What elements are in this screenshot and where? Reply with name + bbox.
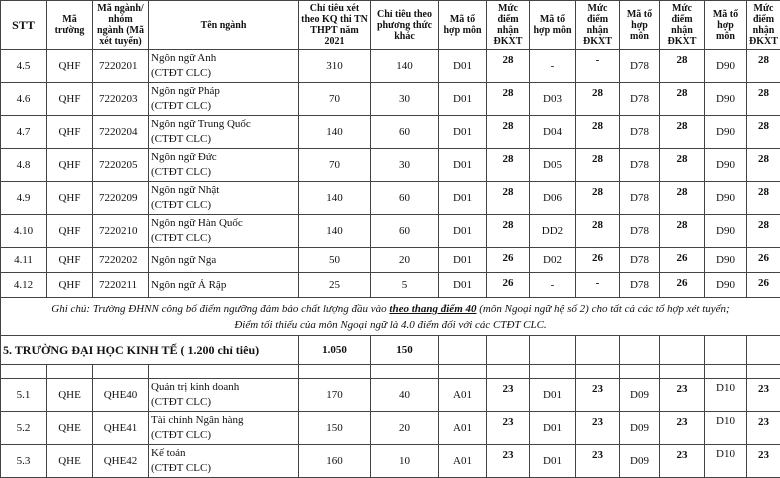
- cell-diem-3: 28: [660, 182, 705, 215]
- cell-chi-tieu-kq: 50: [299, 248, 371, 273]
- cell-diem-4: 28: [747, 116, 780, 149]
- cell-to-hop-4: D10: [705, 379, 747, 412]
- header-muc-diem-4: Mức điểm nhận ĐKXT: [747, 1, 780, 50]
- cell-to-hop-2: D02: [530, 248, 576, 273]
- cell-chi-tieu-kq: 310: [299, 50, 371, 83]
- cell-to-hop-3: D09: [620, 379, 660, 412]
- ten-nganh-line2: (CTĐT CLC): [151, 396, 211, 408]
- cell-diem-2: -: [576, 273, 620, 298]
- cell-to-hop-2: -: [530, 273, 576, 298]
- cell-diem-1: 28: [487, 215, 530, 248]
- header-muc-diem-3: Mức điểm nhận ĐKXT: [660, 1, 705, 50]
- cell-stt: 4.11: [1, 248, 47, 273]
- table-row: [1, 215, 780, 248]
- table-row: [1, 445, 780, 478]
- cell-ma-truong: QHF: [47, 182, 93, 215]
- ten-nganh-line1: Ngôn ngữ Nhật: [151, 184, 220, 196]
- cell-diem-1: 23: [487, 379, 530, 412]
- note-row: [1, 298, 780, 336]
- cell-chi-tieu-kq: 140: [299, 116, 371, 149]
- cell-ma-nganh: 7220201: [93, 50, 149, 83]
- table-row: [1, 273, 780, 298]
- cell-to-hop-1: D01: [439, 248, 487, 273]
- cell-chi-tieu-kq: 70: [299, 83, 371, 116]
- cell-to-hop-3: D09: [620, 412, 660, 445]
- cell-diem-3: 28: [660, 215, 705, 248]
- cell-to-hop-2: D03: [530, 83, 576, 116]
- header-ma-truong: Mã trường: [47, 1, 93, 50]
- cell-diem-1: 28: [487, 50, 530, 83]
- cell-to-hop-3: D78: [620, 83, 660, 116]
- cell-diem-2: 23: [576, 412, 620, 445]
- header-muc-diem-2: Mức điểm nhận ĐKXT: [576, 1, 620, 50]
- spacer-row: [1, 365, 780, 379]
- cell-chi-tieu-kq: 160: [299, 445, 371, 478]
- cell-chi-tieu-kq: 70: [299, 149, 371, 182]
- ten-nganh-line1: Ngôn ngữ Hàn Quốc: [151, 217, 243, 229]
- cell-diem-2: 26: [576, 248, 620, 273]
- cell-ma-truong: QHF: [47, 50, 93, 83]
- cell-diem-4: 26: [747, 273, 780, 298]
- cell-ma-truong: QHF: [47, 215, 93, 248]
- cell-to-hop-1: D01: [439, 273, 487, 298]
- cell-diem-3: 26: [660, 248, 705, 273]
- cell-to-hop-4: D10: [705, 412, 747, 445]
- cell-diem-3: 28: [660, 116, 705, 149]
- header-ma-to-hop-1: Mã tổ hợp môn: [439, 1, 487, 50]
- cell-chi-tieu-kq: 140: [299, 215, 371, 248]
- cell-to-hop-2: DD2: [530, 215, 576, 248]
- cell-to-hop-3: D09: [620, 445, 660, 478]
- ten-nganh-line2: (CTĐT CLC): [151, 100, 211, 112]
- cell-diem-1: 23: [487, 412, 530, 445]
- header-ma-to-hop-2: Mã tổ hợp môn: [530, 1, 576, 50]
- cell-ma-nganh: 7220203: [93, 83, 149, 116]
- cell-ma-truong: QHF: [47, 248, 93, 273]
- cell-ma-nganh: QHE42: [93, 445, 149, 478]
- cell-diem-3: 23: [660, 445, 705, 478]
- table-row: [1, 182, 780, 215]
- cell-to-hop-2: D05: [530, 149, 576, 182]
- cell-ten-nganh: [149, 149, 299, 182]
- ten-nganh-line1: Tài chính Ngân hàng: [151, 414, 244, 426]
- header-ma-nganh: Mã ngành/ nhóm ngành (Mã xét tuyển): [93, 1, 149, 50]
- cell-ma-truong: QHF: [47, 83, 93, 116]
- cell-chi-tieu-khac: 5: [371, 273, 439, 298]
- cell-to-hop-3: D78: [620, 116, 660, 149]
- cell-diem-1: 28: [487, 116, 530, 149]
- note-line1-pre: Ghi chú: Trường ĐHNN công bố điểm ngưỡng đảm bảo chất lượng đầu vào: [51, 302, 390, 315]
- cell-ma-nganh: 7220204: [93, 116, 149, 149]
- cell-ten-nganh: [149, 83, 299, 116]
- cell-to-hop-4: D10: [705, 445, 747, 478]
- cell-diem-4: 28: [747, 83, 780, 116]
- note-line1-post: (môn Ngoại ngữ hệ số 2) cho tất cả các tổ hợp xét tuyển;: [476, 302, 730, 315]
- cell-ten-nganh: [149, 379, 299, 412]
- header-row: [1, 1, 780, 50]
- cell-chi-tieu-khac: 30: [371, 149, 439, 182]
- cell-diem-4: 28: [747, 50, 780, 83]
- section-5-ct1: 1.050: [299, 336, 371, 365]
- section-5-ct2: 150: [371, 336, 439, 365]
- cell-diem-1: 28: [487, 149, 530, 182]
- cell-to-hop-2: D06: [530, 182, 576, 215]
- cell-ma-truong: QHF: [47, 273, 93, 298]
- cell-chi-tieu-khac: 10: [371, 445, 439, 478]
- ten-nganh-line1: Ngôn ngữ Đức: [151, 151, 217, 163]
- cell-diem-4: 28: [747, 182, 780, 215]
- ten-nganh-line1: Ngôn ngữ Ả Rập: [151, 278, 227, 291]
- cell-to-hop-1: A01: [439, 412, 487, 445]
- cell-stt: 4.6: [1, 83, 47, 116]
- header-ten-nganh: Tên ngành: [149, 1, 299, 50]
- cell-to-hop-1: D01: [439, 83, 487, 116]
- cell-chi-tieu-khac: 140: [371, 50, 439, 83]
- cell-stt: 4.9: [1, 182, 47, 215]
- cell-chi-tieu-khac: 30: [371, 83, 439, 116]
- cell-diem-1: 28: [487, 83, 530, 116]
- cell-ten-nganh: [149, 445, 299, 478]
- cell-to-hop-2: D01: [530, 379, 576, 412]
- ten-nganh-line1: Ngôn ngữ Anh: [151, 52, 217, 64]
- ten-nganh-line2: (CTĐT CLC): [151, 67, 211, 79]
- cell-ten-nganh: [149, 273, 299, 298]
- cell-to-hop-3: D78: [620, 215, 660, 248]
- header-chi-tieu-kq: Chỉ tiêu xét theo KQ thi TN THPT năm 2021: [299, 1, 371, 50]
- table-row: [1, 50, 780, 83]
- cell-to-hop-4: D90: [705, 116, 747, 149]
- ten-nganh-line2: (CTĐT CLC): [151, 462, 211, 474]
- cell-to-hop-3: D78: [620, 273, 660, 298]
- cell-ten-nganh: [149, 116, 299, 149]
- header-chi-tieu-khac: Chỉ tiêu theo phương thức khác: [371, 1, 439, 50]
- note-cell: [1, 298, 780, 336]
- cell-chi-tieu-khac: 60: [371, 116, 439, 149]
- cell-to-hop-1: D01: [439, 182, 487, 215]
- qhe-rows: [1, 379, 780, 478]
- cell-diem-2: 23: [576, 379, 620, 412]
- section-5-title: 5. TRƯỜNG ĐẠI HỌC KINH TẾ ( 1.200 chỉ tiêu): [1, 336, 299, 365]
- cell-to-hop-4: D90: [705, 149, 747, 182]
- cell-ma-truong: QHE: [47, 379, 93, 412]
- ten-nganh-line2: (CTĐT CLC): [151, 429, 211, 441]
- note-line2: Điểm tối thiểu của môn Ngoại ngữ là 4.0 điểm đối với các CTĐT CLC.: [234, 318, 547, 331]
- cell-diem-3: 26: [660, 273, 705, 298]
- cell-diem-4: 28: [747, 215, 780, 248]
- cell-to-hop-2: -: [530, 50, 576, 83]
- cell-to-hop-4: D90: [705, 50, 747, 83]
- cell-to-hop-1: D01: [439, 215, 487, 248]
- cell-to-hop-4: D90: [705, 182, 747, 215]
- cell-diem-2: 28: [576, 83, 620, 116]
- cell-chi-tieu-khac: 40: [371, 379, 439, 412]
- table-row: [1, 412, 780, 445]
- table-row: [1, 149, 780, 182]
- cell-diem-2: 28: [576, 215, 620, 248]
- ten-nganh-line2: (CTĐT CLC): [151, 133, 211, 145]
- cell-diem-1: 23: [487, 445, 530, 478]
- cell-ma-nganh: 7220211: [93, 273, 149, 298]
- cell-stt: 4.7: [1, 116, 47, 149]
- ten-nganh-line1: Ngôn ngữ Pháp: [151, 85, 220, 97]
- cell-ma-truong: QHE: [47, 412, 93, 445]
- cell-to-hop-4: D90: [705, 273, 747, 298]
- cell-ma-nganh: 7220202: [93, 248, 149, 273]
- cell-diem-4: 23: [747, 379, 780, 412]
- table-row: [1, 116, 780, 149]
- note-line1-bold: theo thang điểm 40: [389, 302, 477, 315]
- cell-chi-tieu-khac: 20: [371, 412, 439, 445]
- cell-stt: 5.2: [1, 412, 47, 445]
- cell-stt: 4.8: [1, 149, 47, 182]
- cell-diem-1: 26: [487, 273, 530, 298]
- cell-to-hop-4: D90: [705, 248, 747, 273]
- cell-stt: 5.3: [1, 445, 47, 478]
- cell-diem-2: 23: [576, 445, 620, 478]
- cell-diem-4: 28: [747, 149, 780, 182]
- cell-stt: 4.12: [1, 273, 47, 298]
- table-row: [1, 379, 780, 412]
- cell-diem-1: 28: [487, 182, 530, 215]
- ten-nganh-line1: Quản trị kinh doanh: [151, 381, 240, 393]
- cell-to-hop-1: D01: [439, 116, 487, 149]
- cell-stt: 4.10: [1, 215, 47, 248]
- cell-ma-nganh: 7220209: [93, 182, 149, 215]
- cell-to-hop-1: A01: [439, 445, 487, 478]
- cell-diem-3: 23: [660, 379, 705, 412]
- cell-ten-nganh: [149, 412, 299, 445]
- header-stt: STT: [1, 1, 47, 50]
- cell-to-hop-4: D90: [705, 83, 747, 116]
- cell-chi-tieu-khac: 60: [371, 182, 439, 215]
- cell-ten-nganh: [149, 215, 299, 248]
- cell-to-hop-3: D78: [620, 50, 660, 83]
- cell-to-hop-1: D01: [439, 50, 487, 83]
- header-muc-diem-1: Mức điểm nhận ĐKXT: [487, 1, 530, 50]
- cell-diem-3: 28: [660, 83, 705, 116]
- ten-nganh-line2: (CTĐT CLC): [151, 232, 211, 244]
- cell-ma-nganh: 7220210: [93, 215, 149, 248]
- cell-diem-2: 28: [576, 116, 620, 149]
- table-row: [1, 248, 780, 273]
- cell-chi-tieu-kq: 150: [299, 412, 371, 445]
- cell-ma-nganh: QHE40: [93, 379, 149, 412]
- ten-nganh-line1: Ngôn ngữ Trung Quốc: [151, 118, 251, 130]
- cell-diem-4: 23: [747, 445, 780, 478]
- cell-to-hop-2: D04: [530, 116, 576, 149]
- cell-to-hop-2: D01: [530, 445, 576, 478]
- ten-nganh-line1: Ngôn ngữ Nga: [151, 253, 217, 266]
- section-5-row: [1, 336, 780, 365]
- cell-ten-nganh: [149, 50, 299, 83]
- cell-diem-2: -: [576, 50, 620, 83]
- cell-chi-tieu-khac: 60: [371, 215, 439, 248]
- cell-to-hop-1: A01: [439, 379, 487, 412]
- cell-ma-truong: QHF: [47, 149, 93, 182]
- cell-to-hop-3: D78: [620, 182, 660, 215]
- qhf-rows: [1, 50, 780, 298]
- ten-nganh-line2: (CTĐT CLC): [151, 199, 211, 211]
- cell-diem-3: 23: [660, 412, 705, 445]
- table-row: [1, 83, 780, 116]
- header-ma-to-hop-3: Mã tổ hợp môn: [620, 1, 660, 50]
- cell-stt: 4.5: [1, 50, 47, 83]
- cell-diem-4: 26: [747, 248, 780, 273]
- cell-ma-truong: QHF: [47, 116, 93, 149]
- cell-diem-1: 26: [487, 248, 530, 273]
- ten-nganh-line2: (CTĐT CLC): [151, 166, 211, 178]
- cell-diem-2: 28: [576, 182, 620, 215]
- cell-chi-tieu-kq: 170: [299, 379, 371, 412]
- ten-nganh-line1: Kế toán: [151, 447, 186, 459]
- cell-chi-tieu-kq: 140: [299, 182, 371, 215]
- cell-to-hop-4: D90: [705, 215, 747, 248]
- header-ma-to-hop-4: Mã tổ hợp môn: [705, 1, 747, 50]
- cell-to-hop-2: D01: [530, 412, 576, 445]
- cell-ma-truong: QHE: [47, 445, 93, 478]
- cell-ma-nganh: QHE41: [93, 412, 149, 445]
- cell-diem-4: 23: [747, 412, 780, 445]
- cell-chi-tieu-kq: 25: [299, 273, 371, 298]
- cell-stt: 5.1: [1, 379, 47, 412]
- cell-chi-tieu-khac: 20: [371, 248, 439, 273]
- cell-diem-3: 28: [660, 50, 705, 83]
- cell-to-hop-3: D78: [620, 248, 660, 273]
- cell-to-hop-3: D78: [620, 149, 660, 182]
- cell-diem-3: 28: [660, 149, 705, 182]
- cell-ma-nganh: 7220205: [93, 149, 149, 182]
- cell-ten-nganh: [149, 182, 299, 215]
- cell-to-hop-1: D01: [439, 149, 487, 182]
- cell-diem-2: 28: [576, 149, 620, 182]
- cell-ten-nganh: [149, 248, 299, 273]
